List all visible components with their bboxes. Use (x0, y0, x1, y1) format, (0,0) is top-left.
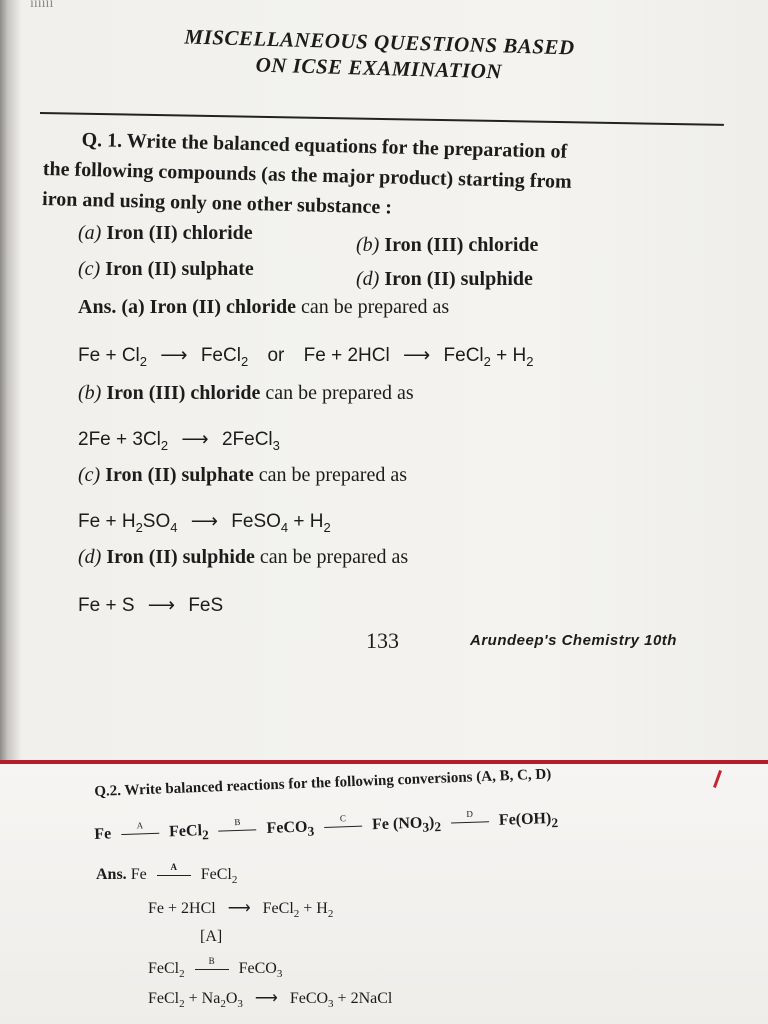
arrow-icon: ⟶ (160, 345, 188, 366)
answer-a-tail: can be prepared as (300, 296, 450, 318)
question-1-line-1: Q. 1. Write the balanced equations for the preparation of (81, 128, 568, 163)
arrow-icon: ⟶ (227, 900, 251, 917)
q2-answer-line-4: FeCl$_2$ + $Na_2O_3$ ⟶ FeCO$_3$ + 2NaCl (148, 990, 393, 1011)
book-page-lower (0, 764, 768, 1024)
arrow-icon: ⟶ (181, 429, 209, 450)
answer-a-heading (78, 296, 449, 319)
q2-answer-line-2: Fe + 2HCl ⟶ FeCl$_2$ + $H_2$ (148, 900, 334, 921)
page-title (129, 22, 630, 88)
equation-a: $Fe + Cl_2$ ⟶ FeCl$_2$ or Fe + 2HCl ⟶ FeCl$_2$ + $H_2$ (78, 345, 534, 369)
option-c-text: Iron (II) sulphate (105, 258, 254, 280)
question-1 (42, 124, 724, 231)
title-line-1: MISCELLANEOUS QUESTIONS BASED (184, 24, 575, 60)
q2-answer-tag: [A] (200, 928, 223, 945)
arrow-icon: ⟶ (403, 345, 431, 366)
answer-a-head: Ans. (a) Iron (II) chloride (78, 296, 296, 318)
arrow-icon: ⟶ (190, 511, 219, 532)
option-c (78, 258, 254, 281)
option-d-text: Iron (II) sulphide (384, 268, 533, 290)
page-number: 133 (366, 628, 399, 653)
equation-c: $Fe + H_2SO_4$ ⟶ FeSO$_4$ + $H_2$ (78, 511, 331, 535)
page-edge-mark: ıııııı (30, 0, 54, 11)
arrow-icon: ⟶ (254, 990, 278, 1007)
option-b-label: (b) (356, 234, 380, 256)
answer-b-heading: (b) Iron (III) chloride can be prepared as (78, 382, 414, 404)
question-1-line-3: iron and using only one other substance : (41, 187, 393, 219)
option-a (78, 222, 253, 245)
option-d-label: (d) (356, 268, 380, 290)
conversion-chain: Fe A FeCl$_2$ B FeCO$_3$ C Fe $(NO_3)_2$ D $Fe(OH)_2$ (94, 808, 559, 843)
option-b-text: Iron (III) chloride (384, 234, 539, 256)
q2-answer-line-1: Ans. Fe A FeCl$_2$ (96, 861, 238, 887)
option-c-label: (c) (78, 258, 101, 280)
option-b (356, 234, 538, 257)
arrow-icon: ⟶ (147, 595, 176, 616)
equation-d: Fe + S ⟶ FeS (78, 595, 224, 616)
answer-c-heading: (c) Iron (II) sulphate can be prepared as (78, 464, 408, 486)
question-1-line-2: the following compounds (as the major product) starting from (42, 157, 572, 193)
book-title: Arundeep's Chemistry 10th (470, 632, 677, 649)
option-d (356, 268, 533, 291)
equation-b: $2Fe + 3Cl_2$ ⟶ 2FeCl$_3$ (78, 429, 280, 453)
title-line-2: ON ICSE EXAMINATION (255, 52, 503, 84)
option-a-label: (a) (78, 222, 102, 244)
option-a-text: Iron (II) chloride (106, 222, 253, 244)
title-rule (40, 112, 724, 125)
answer-d-heading: (d) Iron (II) sulphide can be prepared as (78, 546, 409, 568)
q2-answer-line-3: FeCl$_2$ B FeCO$_3$ (148, 955, 283, 981)
question-2: Q.2. Write balanced reactions for the following conversions (A, B, C, D) (94, 766, 552, 800)
